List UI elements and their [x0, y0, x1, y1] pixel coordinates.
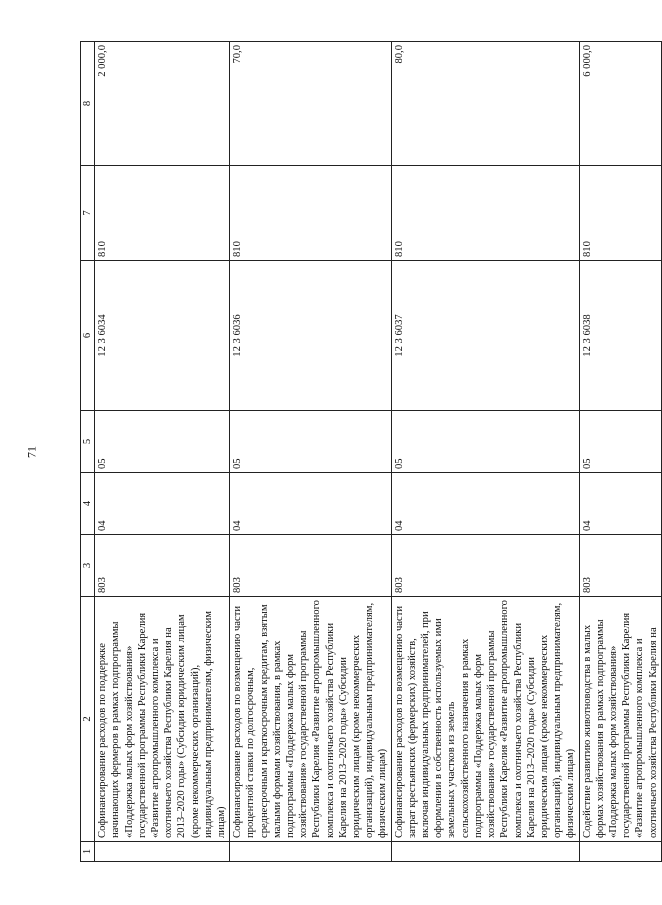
row-subsection: 05 — [95, 411, 230, 473]
row-description: Софинансирование расходов по поддержке начинающих фермеров в рамках подпрограммы «Поддержка малых форм хозяйствования» государственной программы Республики Карелия «Развитие агропромышленного комплекса и охотничьего хозяйства Республики Карелия на 2013–2020 годы» (Субсидии юридическим лицам (кроме некоммерческих организаций), индивидуальным предпринимателям, физическим лицам) — [95, 597, 230, 842]
rotated-page — [80, 42, 659, 862]
table-row — [230, 42, 391, 862]
row-admin-code: 803 — [95, 535, 230, 597]
header-col-6: 6 — [81, 261, 95, 411]
row-subsection: 05 — [391, 411, 579, 473]
row-target-article: 12 3 6038 — [579, 261, 661, 411]
header-col-3: 3 — [81, 535, 95, 597]
row-col1 — [579, 842, 661, 862]
header-col-7: 7 — [81, 166, 95, 261]
row-target-article: 12 3 6037 — [391, 261, 579, 411]
row-admin-code: 803 — [579, 535, 661, 597]
row-amount: 70,0 — [230, 42, 391, 166]
row-description: Софинансирование расходов по возмещению части затрат крестьянских (фермерских) хозяйств, включая индивидуальных предпринимателей, при оформлении в собственность используемых ими земельных участков из земель сельскохозяйственного назначения в рамках подпрограммы «Поддержка малых форм хозяйствования» государственной программы Республики Карелия «Развитие агропромышленного комплекса и охотничьего хозяйства Республики Карелия на 2013–2020 годы» (Субсидии юридическим лицам (кроме некоммерческих организаций), индивидуальным предпринимателям, физическим лицам) — [391, 597, 579, 842]
row-description: Софинансирование расходов по возмещению части процентной ставки по долгосрочным, среднесрочным и краткосрочным кредитам, взятым малыми формами хозяйствования, в рамках подпрограммы «Поддержка малых форм хозяйствования» государственной программы Республики Карелия «Развитие агропромышленного комплекса и охотничьего хозяйства Республики Карелия на 2013–2020 годы» (Субсидии юридическим лицам (кроме некоммерческих организаций), индивидуальным предпринимателям, физическим лицам) — [230, 597, 391, 842]
row-target-article: 12 3 6036 — [230, 261, 391, 411]
header-row — [81, 42, 95, 862]
table-row — [95, 42, 230, 862]
row-expense-type: 810 — [230, 166, 391, 261]
row-col1 — [391, 842, 579, 862]
row-col1 — [95, 842, 230, 862]
header-col-8: 8 — [81, 42, 95, 166]
row-amount: 6 000,0 — [579, 42, 661, 166]
row-col1 — [230, 842, 391, 862]
header-col-1: 1 — [81, 842, 95, 862]
row-admin-code: 803 — [391, 535, 579, 597]
row-section: 04 — [95, 473, 230, 535]
row-expense-type: 810 — [95, 166, 230, 261]
table-row — [391, 42, 579, 862]
row-subsection: 05 — [579, 411, 661, 473]
row-expense-type: 810 — [391, 166, 579, 261]
row-amount: 2 000,0 — [95, 42, 230, 166]
row-expense-type: 810 — [579, 166, 661, 261]
header-col-5: 5 — [81, 411, 95, 473]
row-section: 04 — [230, 473, 391, 535]
table-row — [579, 42, 661, 862]
row-description: Содействие развитию животноводства в малых формах хозяйствования в рамках подпрограммы «Поддержка малых форм хозяйствования» государственной программы Республики Карелия «Развитие агропромышленного комплекса и охотничьего хозяйства Республики Карелия на — [579, 597, 661, 842]
row-subsection: 05 — [230, 411, 391, 473]
row-amount: 80,0 — [391, 42, 579, 166]
row-target-article: 12 3 6034 — [95, 261, 230, 411]
row-admin-code: 803 — [230, 535, 391, 597]
budget-table — [80, 41, 662, 862]
header-col-2: 2 — [81, 597, 95, 842]
row-section: 04 — [579, 473, 661, 535]
header-col-4: 4 — [81, 473, 95, 535]
page-number: 71 — [24, 446, 39, 458]
row-section: 04 — [391, 473, 579, 535]
